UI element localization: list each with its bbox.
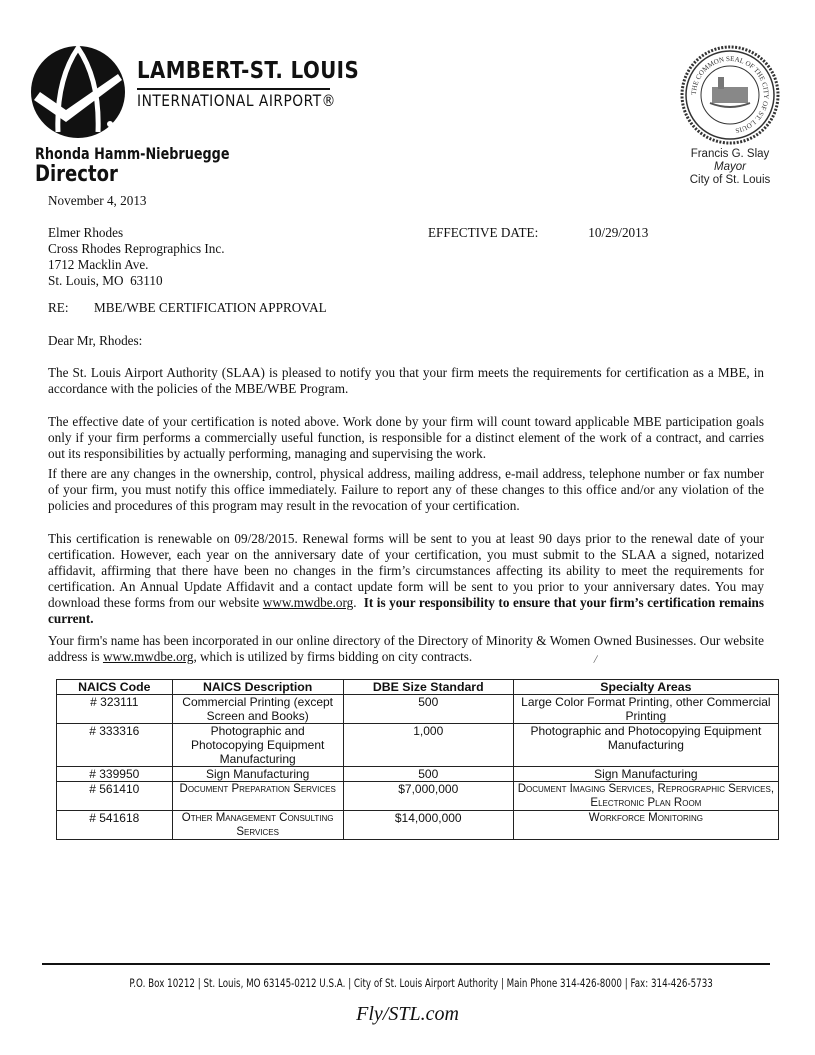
paragraph-renewal — [48, 531, 764, 627]
specialty-areas: Sign Manufacturing — [513, 767, 778, 782]
recipient-address — [48, 225, 225, 289]
logo-title: LAMBERT-ST. LOUIS — [137, 58, 360, 84]
mayor-block — [660, 148, 800, 187]
naics-description: Sign Manufacturing — [172, 767, 343, 782]
dbe-size-standard: $7,000,000 — [343, 782, 513, 811]
naics-code: # 333316 — [57, 724, 173, 767]
city-seal-icon — [680, 45, 780, 145]
naics-code: # 339950 — [57, 767, 173, 782]
table-row — [57, 767, 779, 782]
header-dbe-size-standard: DBE Size Standard — [343, 680, 513, 695]
effective-date-block — [428, 225, 648, 241]
renewal-text: This certification is renewable on 09/28/2015. Renewal forms will be sent to you at least 90 days prior to the renewal date of your certification. However, each year on the anniversary date of your certification, you must submit to the SLAA a signed, notarized affidavit, affirming that there have been no changes in the firm’s circumstances affecting its ability to meet the requirements for certification. An Annual Update Affidavit and a contact update form will be sent to you prior to your anniversary dates. You may download these forms from our website — [48, 531, 764, 610]
specialty-areas: Large Color Format Printing, other Commercial Printing — [513, 695, 778, 724]
table-header-row — [57, 680, 779, 695]
naics-description: Document Preparation Services — [172, 782, 343, 811]
recipient-name: Elmer Rhodes — [48, 225, 124, 240]
table-row — [57, 695, 779, 724]
table-row — [57, 782, 779, 811]
effective-date-value: 10/29/2013 — [588, 225, 649, 240]
footer-divider — [42, 963, 770, 965]
director-name: Rhonda Hamm-Niebruegge — [35, 144, 230, 163]
stray-pen-mark: / — [592, 651, 599, 667]
subject-line — [48, 300, 327, 316]
specialty-areas: Photographic and Photocopying Equipment Manufacturing — [513, 724, 778, 767]
mayor-name: Francis G. Slay — [690, 148, 770, 160]
specialty-areas: Document Imaging Services, Reprographic Services, Electronic Plan Room — [513, 782, 778, 811]
seal-text: THE COMMON SEAL OF THE CITY OF ST. LOUIS — [689, 54, 771, 135]
mayor-title: Mayor — [714, 161, 746, 173]
table-row — [57, 724, 779, 767]
paragraph-effective-date: The effective date of your certification is noted above. Work done by your firm will count toward applicable MBE participation goals only if your firm performs a commercially useful function, is responsible for a distinct element of the work of a contract, and carries out its responsibilities by actually performing, managing and supervising the work. — [48, 414, 764, 461]
header-specialty-areas: Specialty Areas — [513, 680, 778, 695]
header-naics-code: NAICS Code — [57, 680, 173, 695]
footer-website[interactable]: Fly/STL.com — [356, 1003, 459, 1025]
header-naics-description: NAICS Description — [172, 680, 343, 695]
effective-date-label: EFFECTIVE DATE: — [428, 225, 539, 240]
naics-description: Other Management Consulting Services — [172, 811, 343, 840]
recipient-city: St. Louis, MO 63110 — [48, 273, 163, 288]
letter-date: November 4, 2013 — [48, 193, 147, 208]
naics-code: # 561410 — [57, 782, 173, 811]
paragraph-changes: If there are any changes in the ownership, control, physical address, mailing address, e-mail address, telephone number or fax number of your firm, you must notify this office immediately. Failure to report any of these changes to this office and/or any violation of the policies and procedures of this program may result in the revocation of your certification. — [48, 466, 764, 513]
specialty-areas: Workforce Monitoring — [513, 811, 778, 840]
recipient-company: Cross Rhodes Reprographics Inc. — [48, 241, 225, 256]
directory-text-end: , which is utilized by firms bidding on city contracts. — [193, 649, 473, 664]
subject-text: MBE/WBE CERTIFICATION APPROVAL — [94, 300, 327, 315]
dbe-size-standard: 500 — [343, 767, 513, 782]
responsibility-notice: It is your responsibility to ensure that your firm’s certification remains current. — [48, 595, 764, 626]
naics-code: # 541618 — [57, 811, 173, 840]
director-title: Director — [35, 162, 118, 187]
mayor-org: City of St. Louis — [689, 174, 771, 186]
naics-description: Commercial Printing (except Screen and Books) — [172, 695, 343, 724]
paragraph-certification: The St. Louis Airport Authority (SLAA) is pleased to notify you that your firm meets the requirements for certification as a MBE, in accordance with the policies of the MBE/WBE Program. — [48, 365, 764, 396]
renewal-text-sep: . — [353, 595, 364, 610]
logo-divider — [137, 88, 330, 90]
salutation: Dear Mr, Rhodes: — [48, 333, 143, 348]
website-link[interactable]: www.mwdbe.org — [102, 649, 194, 664]
recipient-street: 1712 Macklin Ave. — [48, 257, 149, 272]
subject-label: RE: — [48, 300, 69, 315]
airport-logo-icon — [28, 40, 128, 140]
directory-text: Your firm's name has been incorporated in our online directory of the Directory of Minority & Women Owned Businesses. Our website address is — [48, 633, 764, 664]
naics-description: Photographic and Photocopying Equipment Manufacturing — [172, 724, 343, 767]
naics-code: # 323111 — [57, 695, 173, 724]
dbe-size-standard: $14,000,000 — [343, 811, 513, 840]
website-link[interactable]: www.mwdbe.org — [262, 595, 354, 610]
table-row — [57, 811, 779, 840]
paragraph-directory — [48, 633, 764, 665]
dbe-size-standard: 500 — [343, 695, 513, 724]
logo-subtitle: INTERNATIONAL AIRPORT® — [137, 91, 336, 110]
footer-address: P.O. Box 10212 | St. Louis, MO 63145-0212 U.S.A. | City of St. Louis Airport Authority | Main Phone 314-426-8000 | Fax: 314-426-5733 — [129, 976, 713, 990]
dbe-size-standard: 1,000 — [343, 724, 513, 767]
naics-table — [56, 679, 779, 840]
